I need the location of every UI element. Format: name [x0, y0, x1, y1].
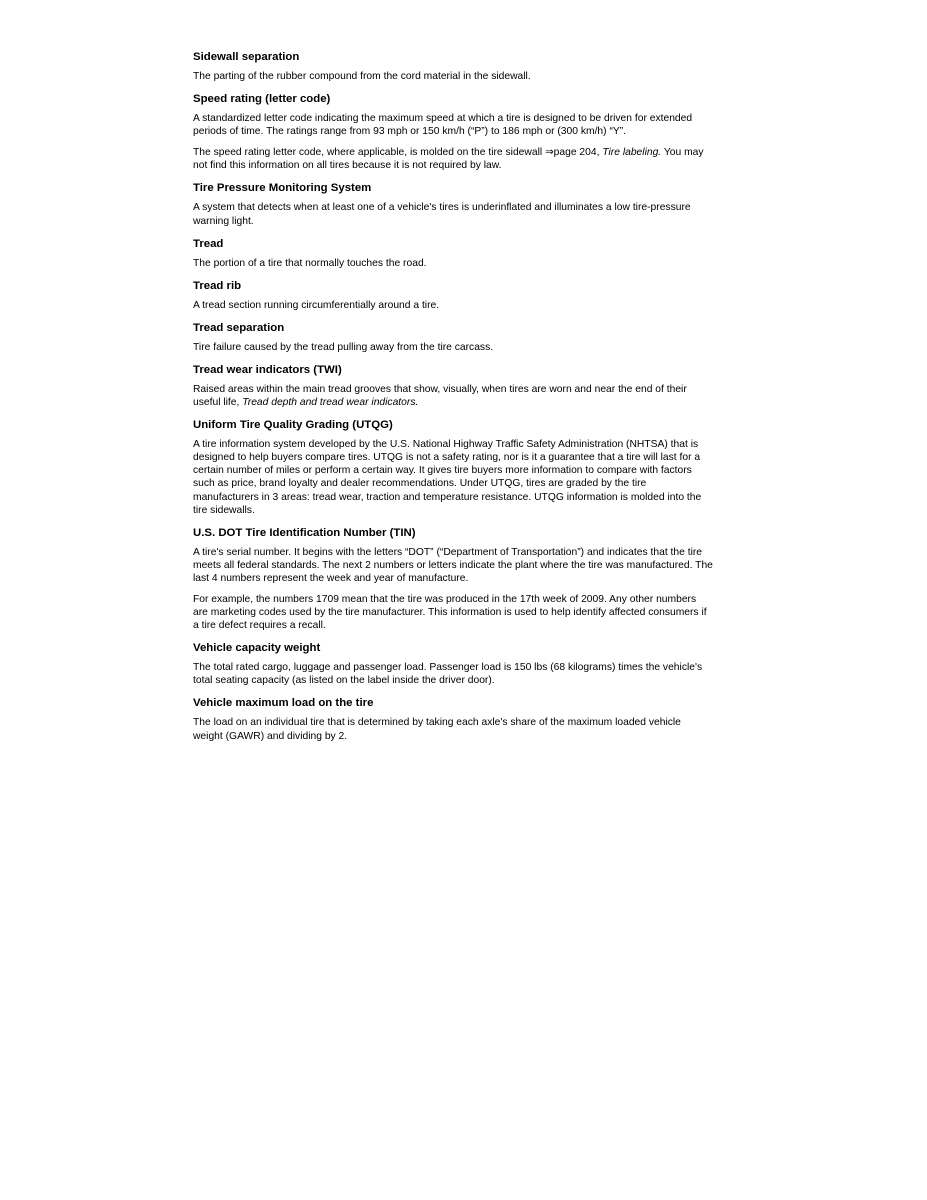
- term-heading: U.S. DOT Tire Identification Number (TIN): [193, 526, 416, 539]
- term-heading: Uniform Tire Quality Grading (UTQG): [193, 419, 393, 432]
- entry-dot-tin: [193, 526, 713, 633]
- term-heading: Tread separation: [193, 321, 285, 334]
- definition-text: For example, the numbers 1709 mean that the tire was produced in the 17th week of 2009. Any other numbers are marketing codes used by the tire manufacturer. This information is used to help identify affected consumers if a tire defect requires a recall.: [193, 593, 707, 632]
- term-heading: Sidewall separation: [193, 51, 300, 63]
- definition-text: A tread section running circumferentially around a tire.: [193, 299, 440, 311]
- entry-sidewall-separation: [193, 50, 713, 83]
- cross-reference-link[interactable]: Tread depth and tread wear indicators.: [242, 397, 419, 409]
- entry-twi: [193, 363, 713, 409]
- entry-tread-rib: [193, 279, 713, 312]
- definition-text-start: The speed rating letter code, where applicable, is molded on the tire sidewall ⇒page 204,: [193, 147, 603, 159]
- entry-tread-separation: [193, 321, 713, 354]
- definition-text-end: You may not find this information on all tires because it is not required by law.: [193, 147, 704, 172]
- cross-reference-link[interactable]: Tire labeling.: [602, 147, 662, 159]
- definition-text: A tire's serial number. It begins with the letters “DOT” (“Department of Transportation”) and indicates that the tire meets all federal standards. The next 2 numbers or letters indicate the plant where the tire was manufactured. The last 4 numbers represent the week and year of manufacture.: [193, 546, 713, 584]
- definition-text: [193, 146, 713, 172]
- term-heading: Tread rib: [193, 279, 242, 292]
- definition-text-start: Raised areas within the main tread grooves that show, visually, when tires are worn and near the end of their useful life,: [193, 383, 687, 409]
- term-heading: Tread: [193, 237, 224, 250]
- term-heading: Tire Pressure Monitoring System: [193, 182, 372, 195]
- entry-tpms: [193, 181, 713, 227]
- entry-tread: [193, 237, 713, 270]
- entry-vehicle-max-load: [193, 696, 713, 742]
- definition-text: [193, 383, 713, 409]
- term-heading: Vehicle maximum load on the tire: [193, 697, 374, 710]
- definition-text: The parting of the rubber compound from the cord material in the sidewall.: [193, 71, 531, 82]
- entry-speed-rating: [193, 92, 713, 172]
- definition-text: A standardized letter code indicating the maximum speed at which a tire is designed to be driven for extended periods of time. The ratings range from 93 mph or 150 km/h (“P”) to 186 mph or (300 km/h) “Y”.: [193, 113, 693, 138]
- definition-text: A system that detects when at least one of a vehicle's tires is underinflated and illuminates a low tire-pressure warning light.: [193, 202, 691, 227]
- definition-text: The total rated cargo, luggage and passenger load. Passenger load is 150 lbs (68 kilograms) times the vehicle's total seating capacity (as listed on the label inside the driver door).: [193, 662, 703, 687]
- term-heading: Tread wear indicators (TWI): [193, 363, 342, 376]
- entry-utqg: [193, 418, 713, 517]
- definition-text: Tire failure caused by the tread pulling away from the tire carcass.: [193, 341, 494, 353]
- definition-text: The portion of a tire that normally touches the road.: [193, 257, 427, 269]
- entry-vehicle-capacity-weight: [193, 641, 713, 687]
- definition-text: A tire information system developed by the U.S. National Highway Traffic Safety Administration (NHTSA) that is designed to help buyers compare tires. UTQG is not a safety rating, nor is it a guarantee that a tire will last for a certain number of miles or perform a certain way. It gives tire buyers more information to compare with factors such as price, brand loyalty and dealer recommendations. Under UTQG, tires are graded by the tire manufacturers in 3 areas: tread wear, traction and temperature resistance. UTQG information is molded into the tire sidewalls.: [193, 439, 702, 516]
- term-heading: Speed rating (letter code): [193, 93, 331, 106]
- definition-text: The load on an individual tire that is determined by taking each axle's share of the maximum loaded vehicle weight (GAWR) and dividing by 2.: [193, 717, 681, 742]
- term-heading: Vehicle capacity weight: [193, 642, 321, 655]
- glossary-page: [193, 50, 713, 752]
